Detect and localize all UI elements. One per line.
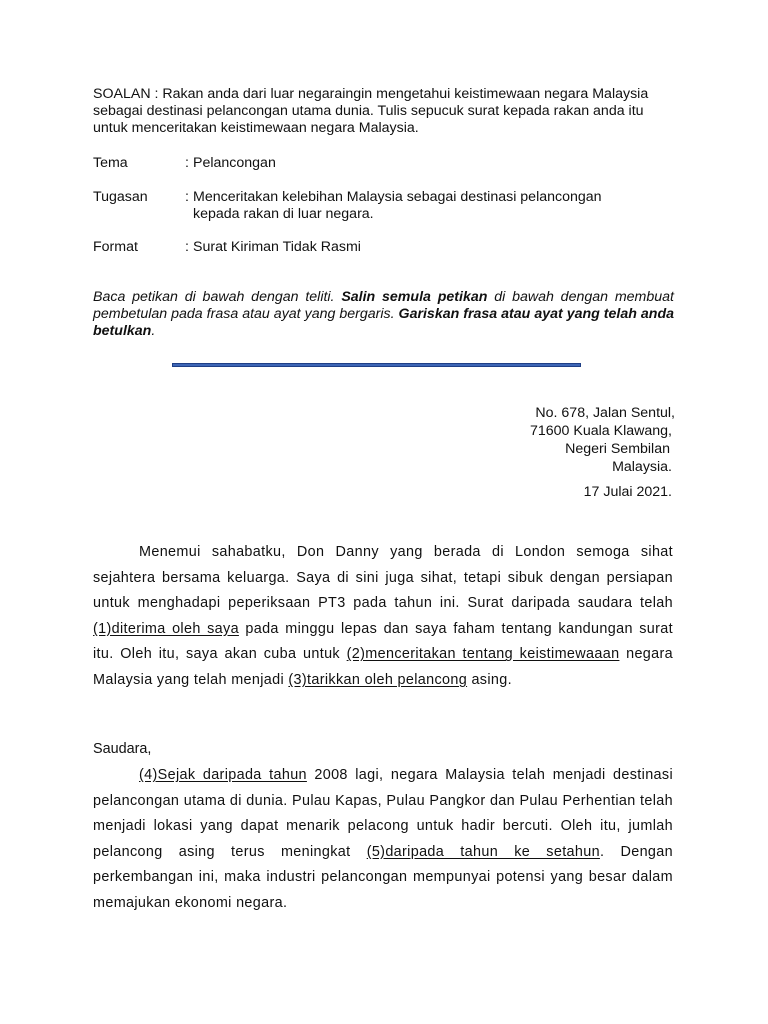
meta-colon: : [185, 239, 189, 255]
underlined-phrase-1: (1)diterima oleh saya [93, 620, 239, 637]
meta-value: Pelancongan [193, 155, 276, 171]
instruction-part: di bawah dengan membuat pembetulan pada frasa atau ayat yang bergaris. [93, 289, 674, 322]
instruction-bold: Gariskan frasa atau ayat yang telah anda betulkan [93, 306, 675, 339]
underlined-phrase-5: (5)daripada tahun ke setahun [366, 843, 600, 860]
instruction-text [93, 289, 674, 340]
letter-text: . Dengan perkembangan ini, maka industri pelancongan mempunyai potensi yang besar dalam memajukan ekonomi negara. [93, 843, 673, 911]
meta-label: Format [93, 239, 138, 255]
address-line: No. 678, Jalan Sentul, [535, 405, 675, 421]
instruction-part: . [151, 323, 156, 339]
letter-greeting: Saudara, [93, 741, 152, 757]
underlined-phrase-2: (2)menceritakan tentang keistimewaaan [346, 646, 620, 663]
letter-text: asing. [467, 671, 512, 688]
sender-address [440, 404, 675, 476]
underlined-phrase-4: (4)Sejak daripada tahun [139, 767, 307, 783]
meta-colon: : [185, 155, 189, 171]
divider-bar [172, 363, 581, 367]
letter-paragraph-1 [93, 540, 673, 694]
meta-label: Tema [93, 155, 128, 171]
meta-value: Menceritakan kelebihan Malaysia sebagai destinasi pelancongan kepada rakan di luar negara. [193, 189, 602, 222]
address-line: Negeri Sembilan [565, 441, 670, 457]
letter-text: 2008 lagi, negara Malaysia telah menjadi destinasi pelancongan utama di dunia. Pulau Kapas, Pulau Pangkor dan Pulau Perhentian telah menjadi lokasi yang dapat menarik pelacong untuk hadir bercuti. Oleh itu, jumlah pelancong asing terus meningkat [93, 767, 673, 860]
meta-label: Tugasan [93, 189, 148, 205]
letter-paragraph-2 [93, 763, 673, 917]
letter-date: 17 Julai 2021. [583, 484, 672, 500]
letter-text: pada minggu lepas dan saya faham tentang kandungan surat itu. Oleh itu, saya akan cuba untuk [93, 620, 673, 663]
instruction-bold: Salin semula petikan [341, 289, 488, 305]
address-line: Malaysia. [612, 459, 672, 475]
instruction-part: Baca petikan di bawah dengan teliti. [93, 289, 342, 305]
address-line: 71600 Kuala Klawang, [530, 423, 672, 439]
letter-text: negara Malaysia yang telah menjadi [93, 646, 674, 688]
meta-value: Surat Kiriman Tidak Rasmi [193, 239, 361, 255]
underlined-phrase-3: (3)tarikkan oleh pelancong [288, 671, 468, 688]
letter-text: Menemui sahabatku, Don Danny yang berada di London semoga sihat sejahtera bersama keluarga. Saya di sini juga sihat, tetapi sibuk dengan persiapan untuk menghadapi peperiksaan PT3 pada tahun ini. Surat daripada saudara telah [93, 544, 673, 612]
meta-colon: : [185, 189, 189, 205]
question-text: SOALAN : Rakan anda dari luar negaraingin mengetahui keistimewaan negara Malaysia sebagai destinasi pelancongan utama dunia. Tulis sepucuk surat kepada rakan anda itu untuk menceritakan keistimewaan negara Malaysia. [93, 86, 649, 136]
